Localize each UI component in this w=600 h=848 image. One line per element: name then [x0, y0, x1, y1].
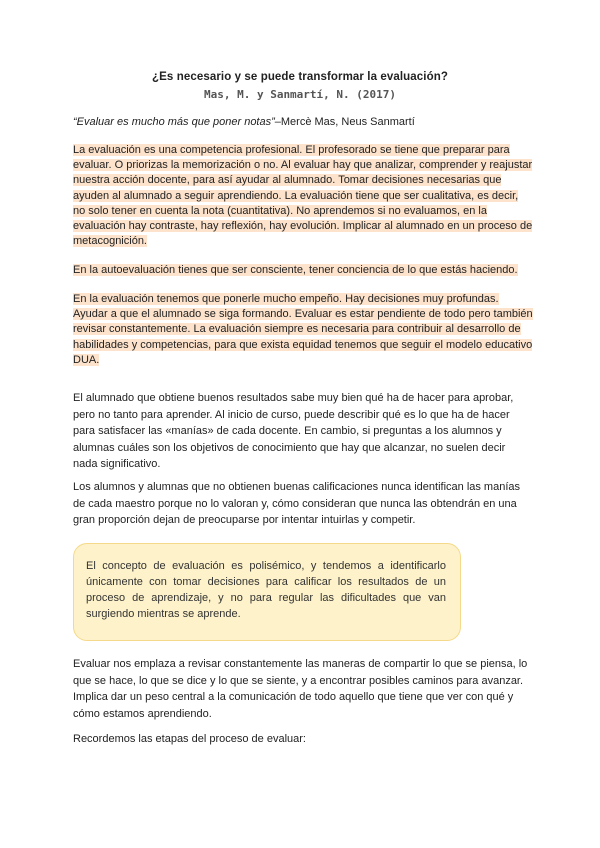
highlight-paragraph-3	[73, 292, 533, 368]
quote-line	[73, 116, 543, 128]
body-paragraph-1: El alumnado que obtiene buenos resultados sabe muy bien qué ha de hacer para aprobar, pero no tanto para aprender. Al inicio de curso, puede describir qué es lo que ha de hacer para satisfacer las «manías» de cada docente. En cambio, si preguntas a los alumnos y alumnas cuáles son los objetivos de conocimiento que hay que alcanzar, no suelen decir nada significativo.	[73, 392, 514, 471]
body-paragraph-2: Los alumnos y alumnas que no obtienen buenas calificaciones nunca identifican las manías de cada maestro porque no lo valoran y, cómo consideran que nunca las obtendrán en una gran proporción dejan de preocuparse por intentar intuirlas y competir.	[73, 481, 521, 527]
highlight-paragraph-2	[73, 263, 533, 278]
highlight-text-3: En la evaluación tenemos que ponerle mucho empeño. Hay decisiones muy profundas. Ayudar a que el alumnado se siga formando. Evaluar es estar pendiente de todo pero también revisar constantemente. La evaluación siempre es necesaria para contribuir al desarrollo de habilidades y competencias, para que exista equidad tenemos que seguir el modelo educativo DUA.	[73, 293, 533, 366]
closing-paragraph: Evaluar nos emplaza a revisar constantemente las maneras de compartir lo que se piensa, lo que se hace, lo que se dice y lo que se siente, y a encontrar posibles caminos para avanzar. Implica dar un peso central a la comunicación de todo aquello que tiene que ver con qué y cómo estamos aprendiendo.	[73, 658, 528, 720]
quote-text: “Evaluar es mucho más que poner notas”	[73, 116, 275, 128]
callout-box	[73, 543, 461, 641]
highlight-text-2: En la autoevaluación tienes que ser consciente, tener conciencia de lo que estás haciendo.	[73, 264, 518, 276]
document-title: ¿Es necesario y se puede transformar la evaluación?	[152, 71, 448, 83]
quote-author: –Mercè Mas, Neus Sanmartí	[274, 116, 415, 128]
highlight-text-1: La evaluación es una competencia profesional. El profesorado se tiene que preparar para evaluar. O priorizas la memorización o no. Al evaluar hay que analizar, comprender y reajustar nuestra acción docente, para así ayudar al alumnado. Tomar decisiones necesarias que ayuden al alumnado a seguir aprendiendo. La evaluación tiene que ser cualitativa, es decir, no solo tener en cuenta la nota (cuantitativa). No aprendemos si no evaluamos, en la evaluación hay contraste, hay reflexión, hay evolución. Implicar al alumnado en un proceso de metacognición.	[73, 144, 533, 248]
document-subtitle: Mas, M. y Sanmartí, N. (2017)	[203, 88, 397, 101]
highlight-paragraph-1	[73, 143, 533, 249]
closing-lead-in: Recordemos las etapas del proceso de evaluar:	[73, 733, 306, 745]
callout-text: El concepto de evaluación es polisémico, y tendemos a identificarlo únicamente con tomar decisiones para calificar los resultados de un proceso de aprendizaje, y no para regular las dificultades que van surgiendo mientras se aprende.	[86, 560, 446, 620]
